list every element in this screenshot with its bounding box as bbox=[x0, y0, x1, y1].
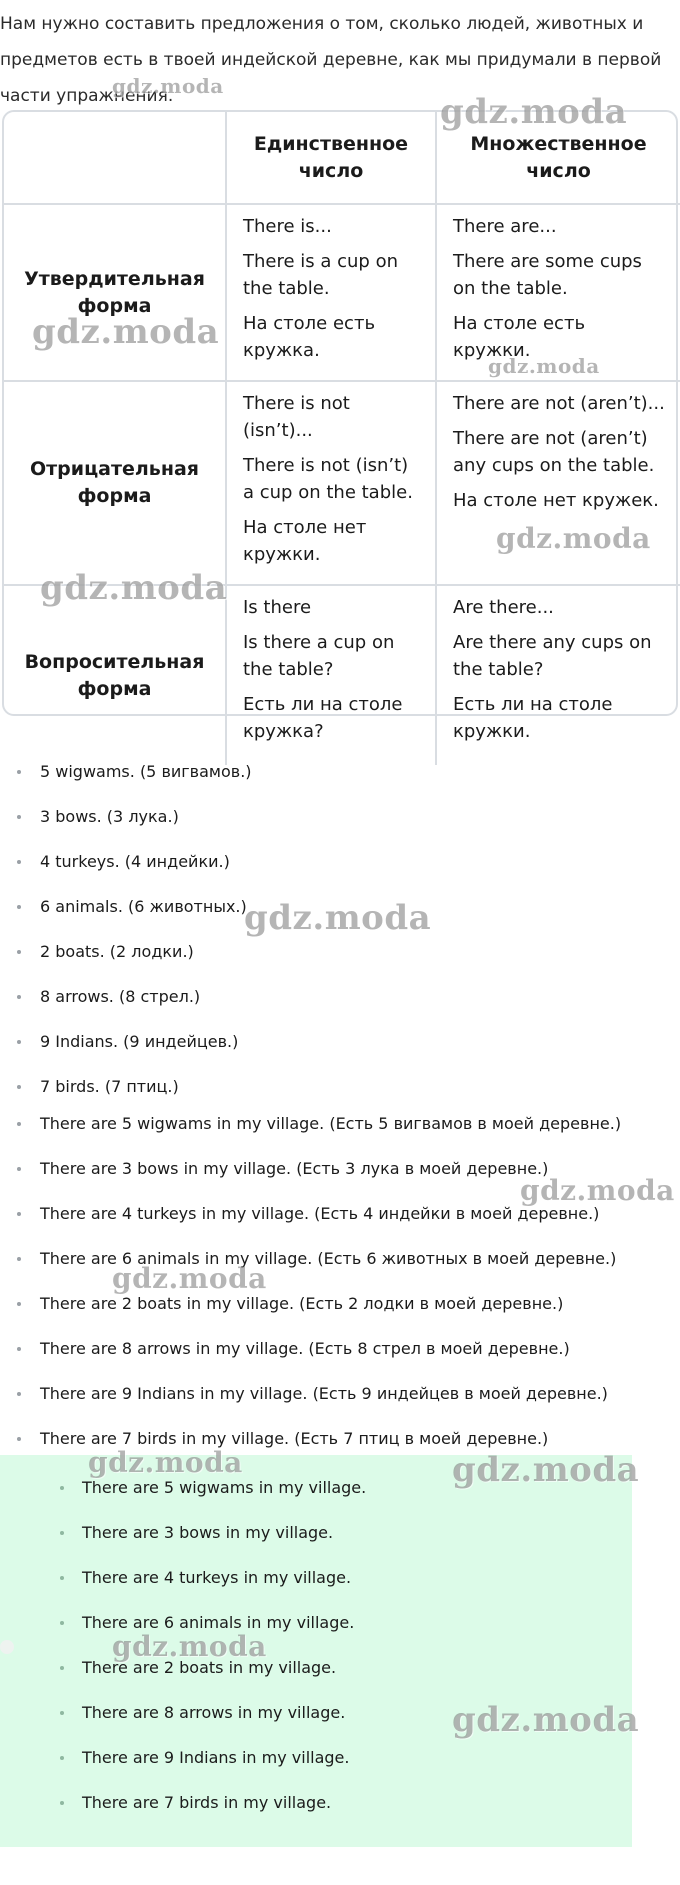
watermark: gdz.moda bbox=[496, 522, 651, 555]
list-item: There are 6 animals in my village. (Есть 6 животных в моей деревне.) bbox=[0, 1247, 621, 1292]
watermark: gdz.moda bbox=[440, 92, 628, 132]
watermark: gdz.moda bbox=[112, 1262, 267, 1295]
list-item: There are 7 birds in my village. (Есть 7 птиц в моей деревне.) bbox=[0, 1427, 621, 1472]
cell-line: There is not (isn’t) a cup on the table. bbox=[243, 455, 413, 503]
list-item: 3 bows. (3 лука.) bbox=[0, 805, 252, 850]
list-item: There are 5 wigwams in my village. (Есть 5 вигвамов в моей деревне.) bbox=[0, 1112, 621, 1157]
watermark: gdz.moda bbox=[520, 1174, 675, 1207]
list-item: There are 2 boats in my village. (Есть 2 лодки в моей деревне.) bbox=[0, 1292, 621, 1337]
list-item: There are 9 Indians in my village. bbox=[0, 1746, 366, 1791]
cell-line: There is not (isn’t)... bbox=[243, 393, 350, 441]
cell-question-singular bbox=[226, 585, 436, 765]
column-header-plural: Множественное число bbox=[436, 112, 680, 204]
watermark: gdz.moda bbox=[32, 312, 220, 352]
list-item: There are 9 Indians in my village. (Есть 9 индейцев в моей деревне.) bbox=[0, 1382, 621, 1427]
watermark: gdz.moda bbox=[488, 354, 600, 378]
cell-line: Is there a cup on the table? bbox=[243, 632, 395, 680]
list-item: 9 Indians. (9 индейцев.) bbox=[0, 1030, 252, 1075]
watermark: gdz.moda bbox=[244, 898, 432, 938]
answers-list bbox=[0, 1476, 366, 1836]
row-header-negative: Отрицательная форма bbox=[4, 381, 226, 585]
cell-line: There are not (aren’t)... bbox=[453, 393, 665, 414]
cell-line: На столе нет кружки. bbox=[243, 517, 367, 565]
cell-line: Are there any cups on the table? bbox=[453, 632, 652, 680]
table-row-negative bbox=[4, 381, 680, 585]
table-header-row bbox=[4, 112, 680, 204]
cell-line: На столе есть кружка. bbox=[243, 313, 376, 361]
watermark: gdz.moda bbox=[452, 1450, 640, 1490]
cell-line: Есть ли на столе кружка? bbox=[243, 694, 403, 742]
counts-list bbox=[0, 760, 252, 1120]
row-header-question: Вопросительная форма bbox=[4, 585, 226, 765]
cell-line: There is... bbox=[243, 216, 332, 237]
watermark: gdz.moda bbox=[88, 1446, 243, 1479]
list-item: 8 arrows. (8 стрел.) bbox=[0, 985, 252, 1030]
watermark: gdz.moda bbox=[112, 74, 224, 98]
cell-question-plural bbox=[436, 585, 680, 765]
cell-line: There are some cups on the table. bbox=[453, 251, 642, 299]
cell-line: Is there bbox=[243, 597, 312, 618]
column-header-singular: Единственное число bbox=[226, 112, 436, 204]
sentences-list bbox=[0, 1112, 621, 1472]
list-item: 4 turkeys. (4 индейки.) bbox=[0, 850, 252, 895]
watermark: gdz.moda bbox=[112, 1630, 267, 1663]
cell-line: There is a cup on the table. bbox=[243, 251, 399, 299]
cell-line: Есть ли на столе кружки. bbox=[453, 694, 613, 742]
cell-line: There are... bbox=[453, 216, 557, 237]
grammar-table bbox=[2, 110, 678, 742]
watermark: gdz.moda bbox=[40, 568, 228, 608]
list-item: There are 4 turkeys in my village. bbox=[0, 1566, 366, 1611]
table-row-affirmative bbox=[4, 204, 680, 381]
list-item: There are 8 arrows in my village. (Есть 8 стрел в моей деревне.) bbox=[0, 1337, 621, 1382]
watermark: gdz.moda bbox=[452, 1700, 640, 1740]
intro-paragraph: Нам нужно составить предложения о том, сколько людей, животных и предметов есть в твоей индейской деревне, как мы придумали в первой части упражнения. bbox=[0, 14, 662, 106]
list-item: There are 3 bows in my village. bbox=[0, 1521, 366, 1566]
list-item: There are 3 bows in my village. (Есть 3 лука в моей деревне.) bbox=[0, 1157, 621, 1202]
table-row-question bbox=[4, 585, 680, 765]
cell-line: There are not (aren’t) any cups on the table. bbox=[453, 428, 655, 476]
list-item: 7 birds. (7 птиц.) bbox=[0, 1075, 252, 1120]
cell-affirmative-plural bbox=[436, 204, 680, 381]
list-item: There are 8 arrows in my village. bbox=[0, 1701, 366, 1746]
list-item: 5 wigwams. (5 вигвамов.) bbox=[0, 760, 252, 805]
cell-negative-plural bbox=[436, 381, 680, 585]
row-header-affirmative: Утвердительная форма bbox=[4, 204, 226, 381]
list-item: There are 5 wigwams in my village. bbox=[0, 1476, 366, 1521]
cell-negative-singular bbox=[226, 381, 436, 585]
list-item: There are 7 birds in my village. bbox=[0, 1791, 366, 1836]
cell-affirmative-singular bbox=[226, 204, 436, 381]
cell-line: Are there... bbox=[453, 597, 554, 618]
list-item: 2 boats. (2 лодки.) bbox=[0, 940, 252, 985]
cell-line: На столе нет кружек. bbox=[453, 490, 659, 511]
empty-corner-cell bbox=[4, 112, 226, 204]
list-item: There are 6 animals in my village. bbox=[0, 1611, 366, 1656]
list-item: 6 animals. (6 животных.) bbox=[0, 895, 252, 940]
list-item: There are 2 boats in my village. bbox=[0, 1656, 366, 1701]
grammar-table-grid bbox=[4, 112, 680, 765]
list-item: There are 4 turkeys in my village. (Есть 4 индейки в моей деревне.) bbox=[0, 1202, 621, 1247]
cell-line: На столе есть кружки. bbox=[453, 313, 586, 361]
